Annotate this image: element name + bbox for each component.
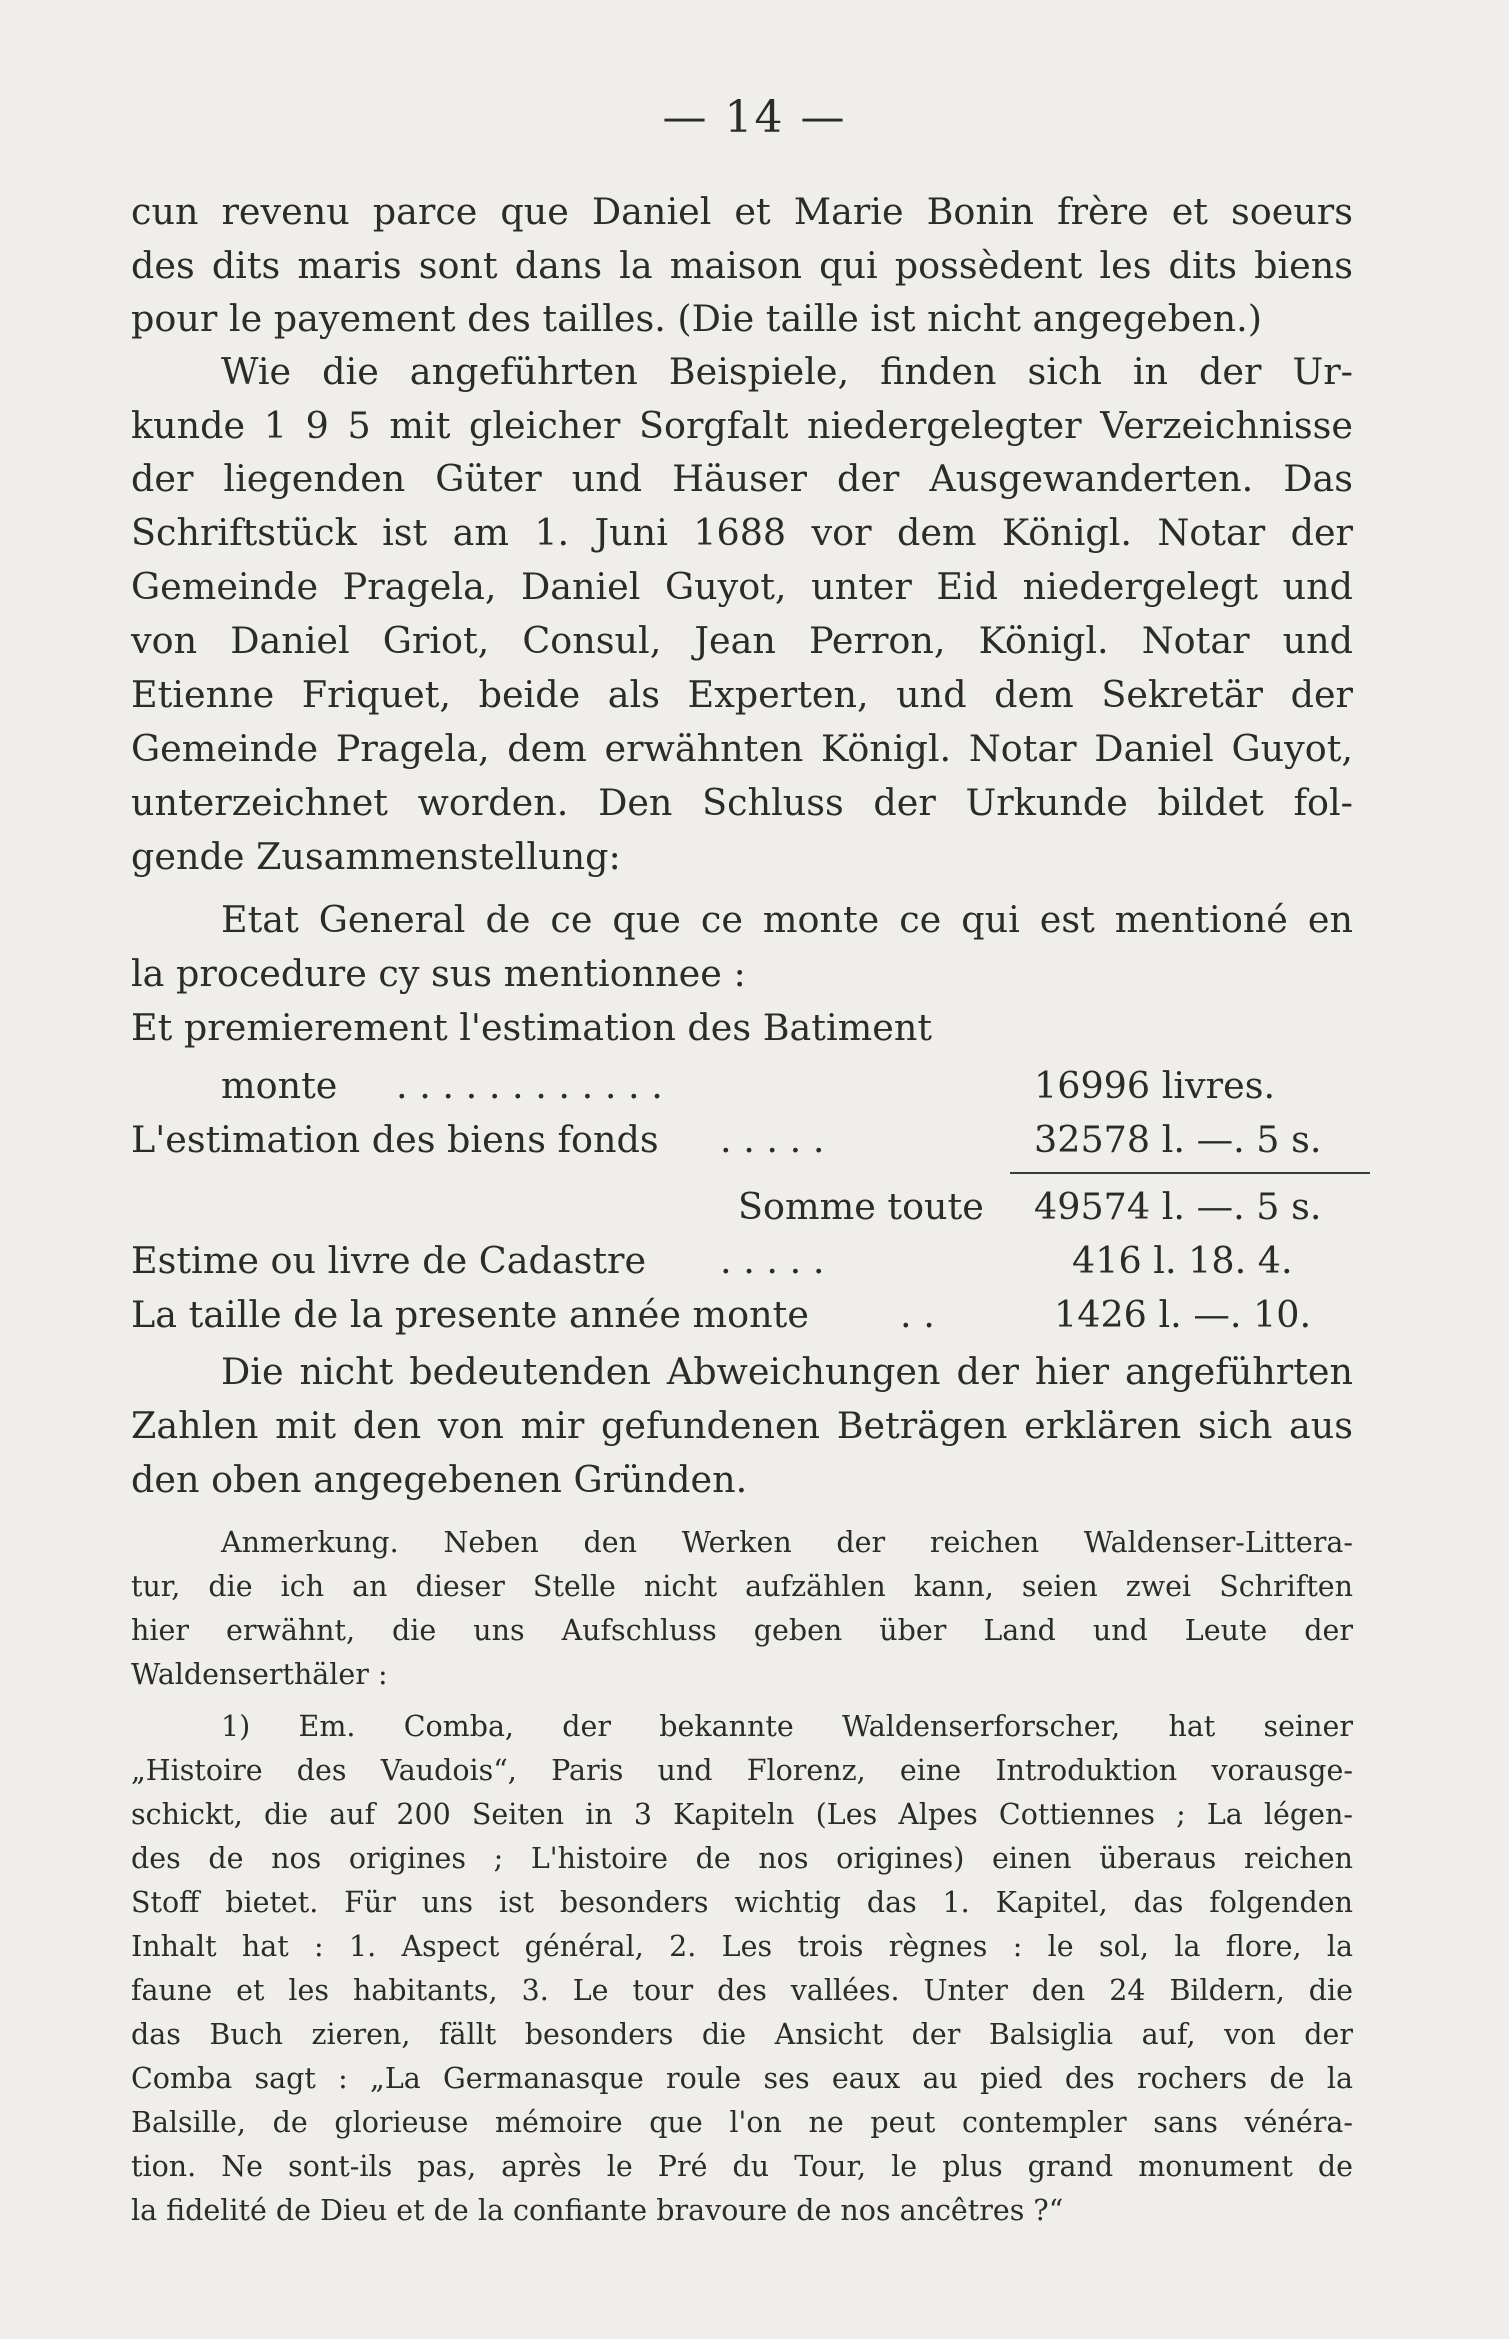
note-line: Balsille, de glorieuse mémoire que l'on ne peut contempler sans vénéra-: [131, 2106, 1353, 2139]
note-line: la fidelité de Dieu et de la confiante bravoure de nos ancêtres ?“: [131, 2194, 1064, 2227]
note-line: Waldenserthäler :: [131, 1658, 388, 1691]
body-line: Die nicht bedeutenden Abweichungen der hier angeführten: [221, 1350, 1353, 1393]
note-line: Anmerkung. Neben den Werken der reichen Waldenser-Littera-: [221, 1526, 1353, 1559]
body-line: cun revenu parce que Daniel et Marie Bonin frère et soeurs: [131, 190, 1353, 233]
body-line: der liegenden Güter und Häuser der Ausgewanderten. Das: [131, 457, 1353, 500]
sum-rule: [1010, 1172, 1370, 1174]
note-line: tion. Ne sont-ils pas, après le Pré du Tour, le plus grand monument de: [131, 2150, 1353, 2183]
table-row-dots: . . . . .: [720, 1239, 825, 1282]
body-line: von Daniel Griot, Consul, Jean Perron, Königl. Notar und: [131, 619, 1353, 662]
table-row-label: monte: [221, 1064, 338, 1107]
note-line: 1) Em. Comba, der bekannte Waldenserforscher, hat seiner: [221, 1710, 1353, 1743]
note-line: tur, die ich an dieser Stelle nicht aufzählen kann, seien zwei Schriften: [131, 1570, 1353, 1603]
body-line: Gemeinde Pragela, Daniel Guyot, unter Eid niedergelegt und: [131, 565, 1353, 608]
table-row-amount: 416 l. 18. 4.: [1072, 1239, 1293, 1282]
note-line: „Histoire des Vaudois“, Paris und Florenz, eine Introduktion vorausge-: [131, 1754, 1353, 1787]
table-row-label: La taille de la presente année monte: [131, 1293, 809, 1336]
body-line: den oben angegebenen Gründen.: [131, 1458, 748, 1501]
note-line: hier erwähnt, die uns Aufschluss geben über Land und Leute der: [131, 1614, 1353, 1647]
body-line: Zahlen mit den von mir gefundenen Beträgen erklären sich aus: [131, 1404, 1353, 1447]
table-row-label: L'estimation des biens fonds: [131, 1118, 659, 1161]
body-line: kunde 1 9 5 mit gleicher Sorgfalt niedergelegter Verzeichnisse: [131, 404, 1353, 447]
table-row-label: Somme toute: [738, 1185, 984, 1228]
body-line: Etat General de ce que ce monte ce qui est mentioné en: [221, 898, 1353, 941]
note-line: Comba sagt : „La Germanasque roule ses eaux au pied des rochers de la: [131, 2062, 1353, 2095]
body-line: pour le payement des tailles. (Die taille ist nicht angegeben.): [131, 297, 1263, 340]
body-line: Wie die angeführten Beispiele, finden sich in der Ur-: [221, 350, 1353, 393]
table-intro: Et premierement l'estimation des Batiment: [131, 1006, 933, 1049]
table-row-dots: . . . . .: [720, 1118, 825, 1161]
note-line: Inhalt hat : 1. Aspect général, 2. Les trois règnes : le sol, la flore, la: [131, 1930, 1353, 1963]
table-row-amount: 16996 livres.: [1034, 1064, 1276, 1107]
note-line: das Buch zieren, fällt besonders die Ansicht der Balsiglia auf, von der: [131, 2018, 1353, 2051]
body-line: Gemeinde Pragela, dem erwähnten Königl. Notar Daniel Guyot,: [131, 727, 1353, 770]
table-row-label: Estime ou livre de Cadastre: [131, 1239, 647, 1282]
note-line: schickt, die auf 200 Seiten in 3 Kapiteln (Les Alpes Cottiennes ; La légen-: [131, 1798, 1353, 1831]
table-row-amount: 1426 l. —. 10.: [1054, 1293, 1312, 1336]
table-row-amount: 32578 l. —. 5 s.: [1034, 1118, 1322, 1161]
note-line: Stoff bietet. Für uns ist besonders wichtig das 1. Kapitel, das folgenden: [131, 1886, 1353, 1919]
table-row-dots: . . . . . . . . . . . .: [396, 1064, 663, 1107]
body-line: gende Zusammenstellung:: [131, 835, 621, 878]
body-line: Schriftstück ist am 1. Juni 1688 vor dem Königl. Notar der: [131, 511, 1353, 554]
body-line: Etienne Friquet, beide als Experten, und dem Sekretär der: [131, 673, 1353, 716]
page-number: — 14 —: [662, 92, 847, 143]
body-line: unterzeichnet worden. Den Schluss der Urkunde bildet fol-: [131, 781, 1353, 824]
body-line: des dits maris sont dans la maison qui possèdent les dits biens: [131, 244, 1353, 287]
note-line: faune et les habitants, 3. Le tour des vallées. Unter den 24 Bildern, die: [131, 1974, 1353, 2007]
note-line: des de nos origines ; L'histoire de nos origines) einen überaus reichen: [131, 1842, 1353, 1875]
table-row-dots: . .: [900, 1293, 935, 1336]
body-line: la procedure cy sus mentionnee :: [131, 952, 746, 995]
table-row-amount: 49574 l. —. 5 s.: [1034, 1185, 1322, 1228]
